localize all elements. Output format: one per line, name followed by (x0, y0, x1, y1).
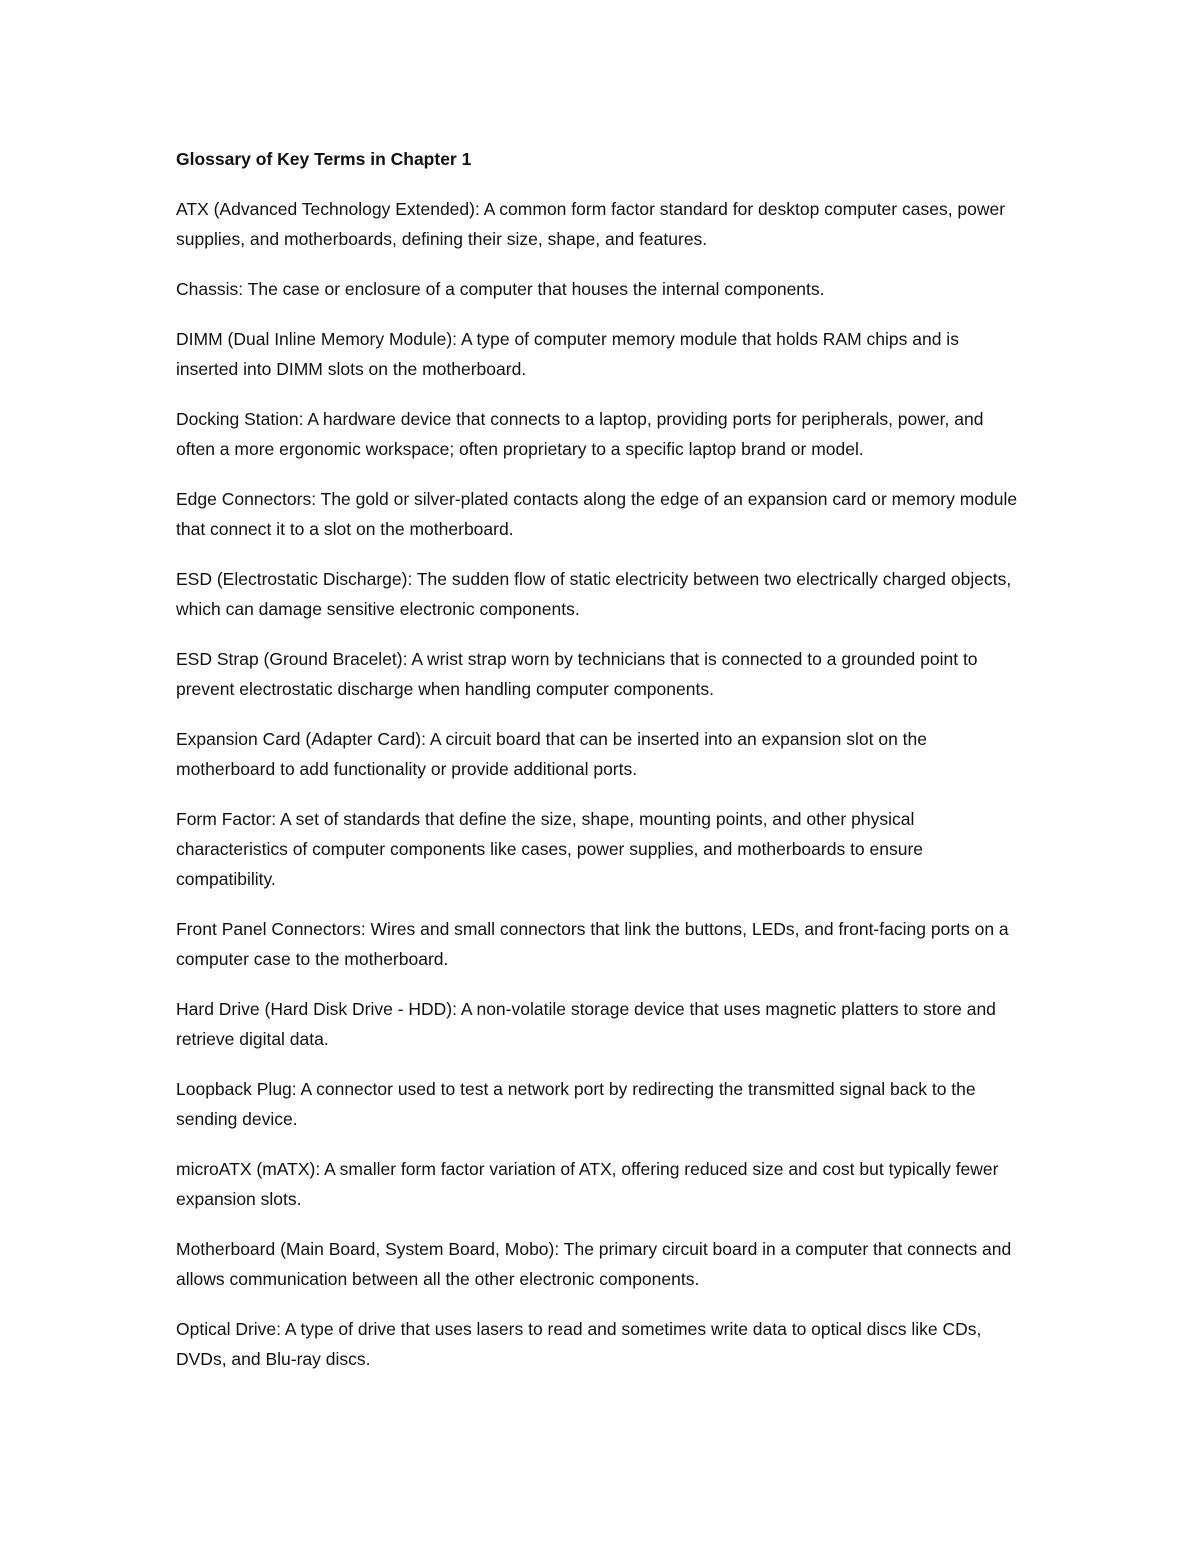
glossary-entry-docking-station: Docking Station: A hardware device that connects to a laptop, providing ports for peripherals, power, and often a more ergonomic workspace; often proprietary to a specific laptop brand or model. (176, 409, 984, 459)
glossary-entry-microatx: microATX (mATX): A smaller form factor variation of ATX, offering reduced size and cost but typically fewer expansion slots. (176, 1159, 999, 1209)
glossary-entry-dimm: DIMM (Dual Inline Memory Module): A type of computer memory module that holds RAM chips and is inserted into DIMM slots on the motherboard. (176, 329, 959, 379)
glossary-entry-hard-drive: Hard Drive (Hard Disk Drive - HDD): A non-volatile storage device that uses magnetic platters to store and retrieve digital data. (176, 999, 996, 1049)
glossary-content (176, 144, 1026, 1394)
glossary-entry-optical-drive: Optical Drive: A type of drive that uses lasers to read and sometimes write data to optical discs like CDs, DVDs, and Blu-ray discs. (176, 1319, 982, 1369)
glossary-entry-form-factor: Form Factor: A set of standards that define the size, shape, mounting points, and other physical characteristics of computer components like cases, power supplies, and motherboards to ensure compatibility. (176, 809, 924, 889)
glossary-entry-loopback-plug: Loopback Plug: A connector used to test a network port by redirecting the transmitted signal back to the sending device. (176, 1079, 976, 1129)
glossary-entry-edge-connectors: Edge Connectors: The gold or silver-plated contacts along the edge of an expansion card or memory module that connect it to a slot on the motherboard. (176, 489, 1018, 539)
page-title: Glossary of Key Terms in Chapter 1 (176, 149, 472, 169)
glossary-entry-esd: ESD (Electrostatic Discharge): The sudden flow of static electricity between two electrically charged objects, which can damage sensitive electronic components. (176, 569, 1012, 619)
glossary-entry-expansion-card: Expansion Card (Adapter Card): A circuit board that can be inserted into an expansion slot on the motherboard to add functionality or provide additional ports. (176, 729, 928, 779)
glossary-entry-esd-strap: ESD Strap (Ground Bracelet): A wrist strap worn by technicians that is connected to a grounded point to prevent electrostatic discharge when handling computer components. (176, 649, 978, 699)
glossary-entry-front-panel-connectors: Front Panel Connectors: Wires and small connectors that link the buttons, LEDs, and front-facing ports on a computer case to the motherboard. (176, 919, 1009, 969)
glossary-entry-chassis: Chassis: The case or enclosure of a computer that houses the internal components. (176, 279, 825, 299)
glossary-entry-atx: ATX (Advanced Technology Extended): A common form factor standard for desktop computer cases, power supplies, and motherboards, defining their size, shape, and features. (176, 199, 1006, 249)
glossary-entry-motherboard: Motherboard (Main Board, System Board, Mobo): The primary circuit board in a computer that connects and allows communication between all the other electronic components. (176, 1239, 1012, 1289)
